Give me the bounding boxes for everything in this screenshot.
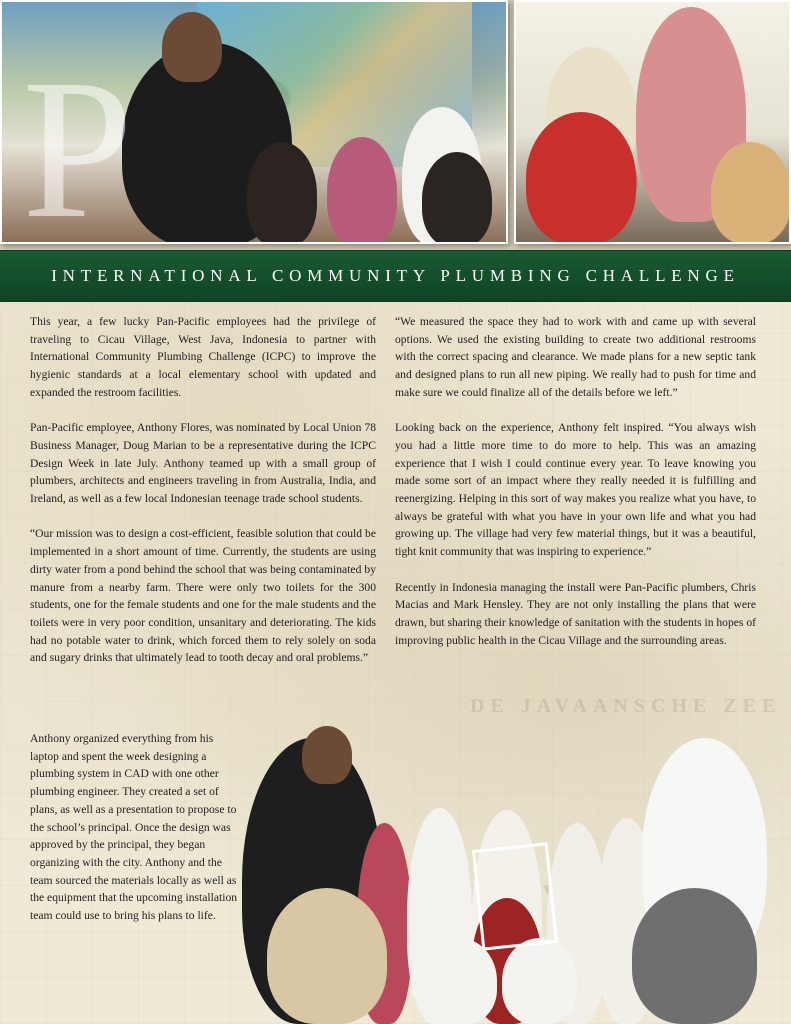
adult-figure [711,142,791,244]
classroom-photo [0,0,508,244]
paragraph: Recently in Indonesia managing the install were Pan-Pacific plumbers, Chris Macias and Mark Hensley. They are not only installing the plans that were drawn, but sharing their knowledge of sanitation with the students in hopes of improving public health in the Cicau Village and the surrounding areas. [395,580,756,647]
adult-figure [267,888,387,1024]
left-column [30,313,376,685]
workshop-photo [514,0,791,244]
header-photos [0,0,791,250]
plumbing-model [472,842,558,950]
paragraph: “We measured the space they had to work with and came up with several options. We used the existing building to create two additional restrooms with the correct spacing and clearance. We made plans for a new septic tank and designed plans to run all new piping. We really had to push for time and make sure we could finalize all of the details before we left.” [395,315,756,399]
adult-figure [526,112,636,244]
student-figure [327,137,397,244]
map-label: DE JAVAANSCHE ZEE [470,695,782,717]
company-logo: P [22,39,134,244]
adult-figure [632,888,757,1024]
paragraph: Looking back on the experience, Anthony felt inspired. “You always wish you had a little more time to do more to help. This was an amazing experience that I wish I could continue every year. To leave knowing you made some sort of an impact where they really needed it is fulfilling and reenergizing. Helping in this sort of way makes you realize what you have, to always be grateful with what you have in your own life and what you had growing up. The village had very few material things, but it was a beautiful, tight knit community that was inspiring to experience.” [395,421,756,559]
narrow-paragraph: Anthony organized everything from his laptop and spent the week designing a plumbing system in CAD with one other plumbing engineer. They created a set of plans, as well as a presentation to propose to the school’s principal. Once the design was approved by the principal, they began organizing with the city. Anthony and the team sourced the materials locally as well as the equipment that the upcoming installation team could use to bring his plans to life. [30,732,238,923]
instructor-head [162,12,222,82]
right-column [395,313,756,667]
paragraph: “Our mission was to design a cost-efficient, feasible solution that could be implemented in a short amount of time. Currently, the students are using dirty water from a pond behind the school that was being contaminated by manure from a nearby farm. There were only two toilets for the 300 students, one for the female students and one for the male students and the toilets were in very poor condition, unsanitary and deteriorating. The kids had no potable water to drink, which forced them to rely solely on soda and sugary drinks that ultimately lead to tooth decay and oral problems.” [30,527,376,665]
group-photo [232,718,791,1024]
student-figure [247,142,317,244]
title-banner [0,250,791,302]
adult-head [302,726,352,784]
student-figure [422,152,492,244]
child-figure [422,938,497,1024]
paragraph: This year, a few lucky Pan-Pacific employees had the privilege of traveling to Cicau Village, West Java, Indonesia to partner with International Community Plumbing Challenge (ICPC) to improve the hygienic standards at a local elementary school with updated and expanded the restroom facilities. [30,315,376,399]
paragraph: Pan-Pacific employee, Anthony Flores, was nominated by Local Union 78 Business Manager, Doug Marian to be a representative during the ICPC Design Week in late July. Anthony teamed up with a small group of plumbers, architects and engineers traveling in from Australia, India, and Ireland, as well as a few local Indonesian teenage trade school students. [30,421,376,506]
page-title: INTERNATIONAL COMMUNITY PLUMBING CHALLENGE [51,266,740,285]
child-figure [502,938,577,1024]
